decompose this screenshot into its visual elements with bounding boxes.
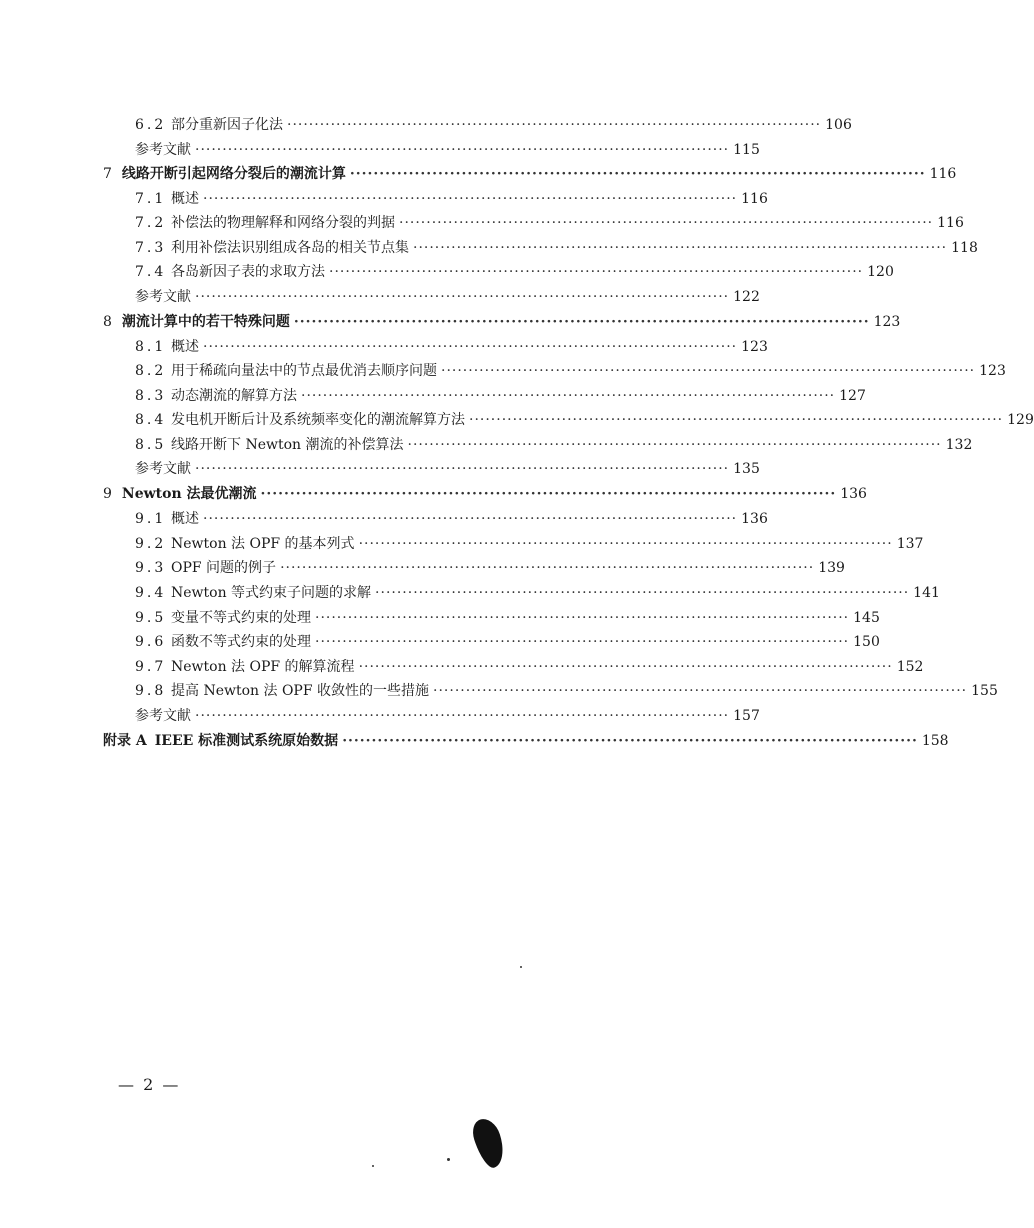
toc-entry [135,558,845,578]
toc-entry-chapter [103,164,957,184]
toc-page: 116 [937,215,964,231]
toc-entry [135,632,880,652]
toc-number: 7.2 [135,215,167,231]
toc-number: 9.5 [135,610,167,626]
toc-page: 145 [853,610,880,626]
dot-leader: ·································································································· [407,437,942,453]
toc-entry-appendix [103,731,949,751]
toc-entry [135,189,768,209]
toc-title: Newton 等式约束子问题的求解 [171,585,372,601]
toc-title: 潮流计算中的若干特殊问题 [121,314,290,330]
toc-page: 137 [896,536,924,552]
toc-title: 概述 [171,511,199,527]
toc-title: 各岛新因子表的求取方法 [171,264,325,280]
toc-page: 141 [913,585,940,601]
toc-number: 8.1 [135,339,167,355]
toc-page: 135 [733,461,760,477]
toc-title: 部分重新因子化法 [171,117,283,133]
ink-speck [447,1158,450,1161]
dot-leader: ·································································································· [195,142,730,158]
toc-page: 116 [741,191,768,207]
toc-page: 139 [818,560,845,576]
toc-title: 函数不等式约束的处理 [171,634,311,650]
dot-leader: ·································································································· [280,560,815,576]
toc-title: 线路开断引起网络分裂后的潮流计算 [121,166,346,182]
toc-entry [135,435,973,455]
toc-entry [135,262,894,282]
dot-leader: ·································································································· [287,117,822,133]
toc-page: 157 [733,708,760,724]
toc-title: 参考文献 [135,461,191,477]
toc-number: 6.2 [135,117,167,133]
toc-number: 8.2 [135,363,167,379]
toc-title: 发电机开断后计及系统频率变化的潮流解算方法 [171,412,465,428]
toc-title: Newton 法 OPF 的解算流程 [171,659,355,675]
toc-page: 136 [741,511,768,527]
toc-entry [135,287,760,307]
toc-entry [135,213,964,233]
toc-page: 132 [945,437,973,453]
toc-number: 8 [103,314,112,330]
toc-page: 123 [873,314,901,330]
toc-number: 9.6 [135,634,167,650]
dot-leader: ·································································································· [195,289,730,305]
toc-page: 123 [741,339,768,355]
toc-number: 7.4 [135,264,167,280]
toc-entry [135,386,866,406]
toc-number: 7 [103,166,112,182]
toc-title: Newton 法 OPF 的基本列式 [171,536,355,552]
toc-page: 123 [979,363,1006,379]
toc-number: 9.1 [135,511,167,527]
toc-entry [135,140,760,160]
toc-title: 利用补偿法识别组成各岛的相关节点集 [171,240,409,256]
toc-page: 122 [733,289,760,305]
dot-leader: ·································································································· [195,461,730,477]
toc-page: 127 [839,388,866,404]
ink-speck [372,1165,374,1167]
toc-title: 概述 [171,191,199,207]
toc-entry [135,706,760,726]
toc-entry [135,681,998,701]
dot-leader: ·································································································· [441,363,976,379]
dot-leader: ·································································································· [399,215,934,231]
dot-leader: ·································································································· [433,683,968,699]
toc-title: 参考文献 [135,708,191,724]
toc-number: 附录 A [103,733,147,749]
toc-entry-chapter [103,484,867,504]
toc-number: 9.8 [135,683,167,699]
dot-leader: ·································································································· [358,536,893,552]
toc-number: 7.1 [135,191,167,207]
dot-leader: ·································································································· [195,708,730,724]
toc-entry [135,238,978,258]
toc-number: 9.4 [135,585,167,601]
toc-page: 155 [971,683,998,699]
dot-leader: ·································································································· [329,264,864,280]
toc-entry [135,583,940,603]
toc-title: 补偿法的物理解释和网络分裂的判据 [171,215,395,231]
dot-leader: ·································································································· [203,191,738,207]
dot-leader: ·································································································· [315,610,850,626]
toc-number: 9.2 [135,536,167,552]
toc-entry [135,509,768,529]
toc-title: OPF 问题的例子 [171,560,277,576]
toc-number: 9 [103,486,112,502]
toc-number: 8.5 [135,437,167,453]
toc-page: 158 [921,733,949,749]
toc-title: IEEE 标准测试系统原始数据 [154,733,339,749]
toc-page: 120 [867,264,894,280]
toc-title: 参考文献 [135,142,191,158]
dot-leader: ·································································································· [315,634,850,650]
toc-title: 线路开断下 Newton 潮流的补偿算法 [171,437,404,453]
toc-number: 8.3 [135,388,167,404]
dot-leader: ·································································································· [358,659,893,675]
page-number: — 2 — [118,1075,181,1094]
toc-page: 150 [853,634,880,650]
toc-entry [135,534,924,554]
toc-title: Newton 法最优潮流 [121,486,257,502]
toc-page: 116 [929,166,957,182]
dot-leader: ·································································································· [349,166,926,182]
toc-number: 9.3 [135,560,167,576]
toc-title: 变量不等式约束的处理 [171,610,311,626]
toc-entry [135,657,924,677]
toc-page: 129 [1007,412,1034,428]
dot-leader: ·································································································· [469,412,1004,428]
dot-leader: ·································································································· [342,733,918,749]
dot-leader: ·································································································· [260,486,837,502]
toc-title: 动态潮流的解算方法 [171,388,297,404]
toc-title: 参考文献 [135,289,191,305]
dot-leader: ·································································································· [293,314,870,330]
toc-entry [135,410,1034,430]
dot-leader: ·································································································· [301,388,836,404]
toc-entry [135,459,760,479]
toc-title: 用于稀疏向量法中的节点最优消去顺序问题 [171,363,437,379]
toc-page: 136 [840,486,867,502]
dot-leader: ·································································································· [413,240,948,256]
toc-entry [135,115,852,135]
toc-title: 提高 Newton 法 OPF 收敛性的一些措施 [171,683,430,699]
toc-entry-chapter [103,312,901,332]
toc-page: 152 [896,659,924,675]
dot-leader: ·································································································· [375,585,910,601]
dot-leader: ·································································································· [203,339,738,355]
toc-title: 概述 [171,339,199,355]
dot-leader: ·································································································· [203,511,738,527]
ink-speck [520,966,522,968]
toc-page: 115 [733,142,760,158]
toc-entry [135,608,880,628]
toc-number: 9.7 [135,659,167,675]
toc-entry [135,337,768,357]
toc-page: 106 [825,117,852,133]
toc-number: 7.3 [135,240,167,256]
toc-page: 118 [951,240,978,256]
toc-number: 8.4 [135,412,167,428]
toc-entry [135,361,1006,381]
ink-blot [469,1115,509,1171]
